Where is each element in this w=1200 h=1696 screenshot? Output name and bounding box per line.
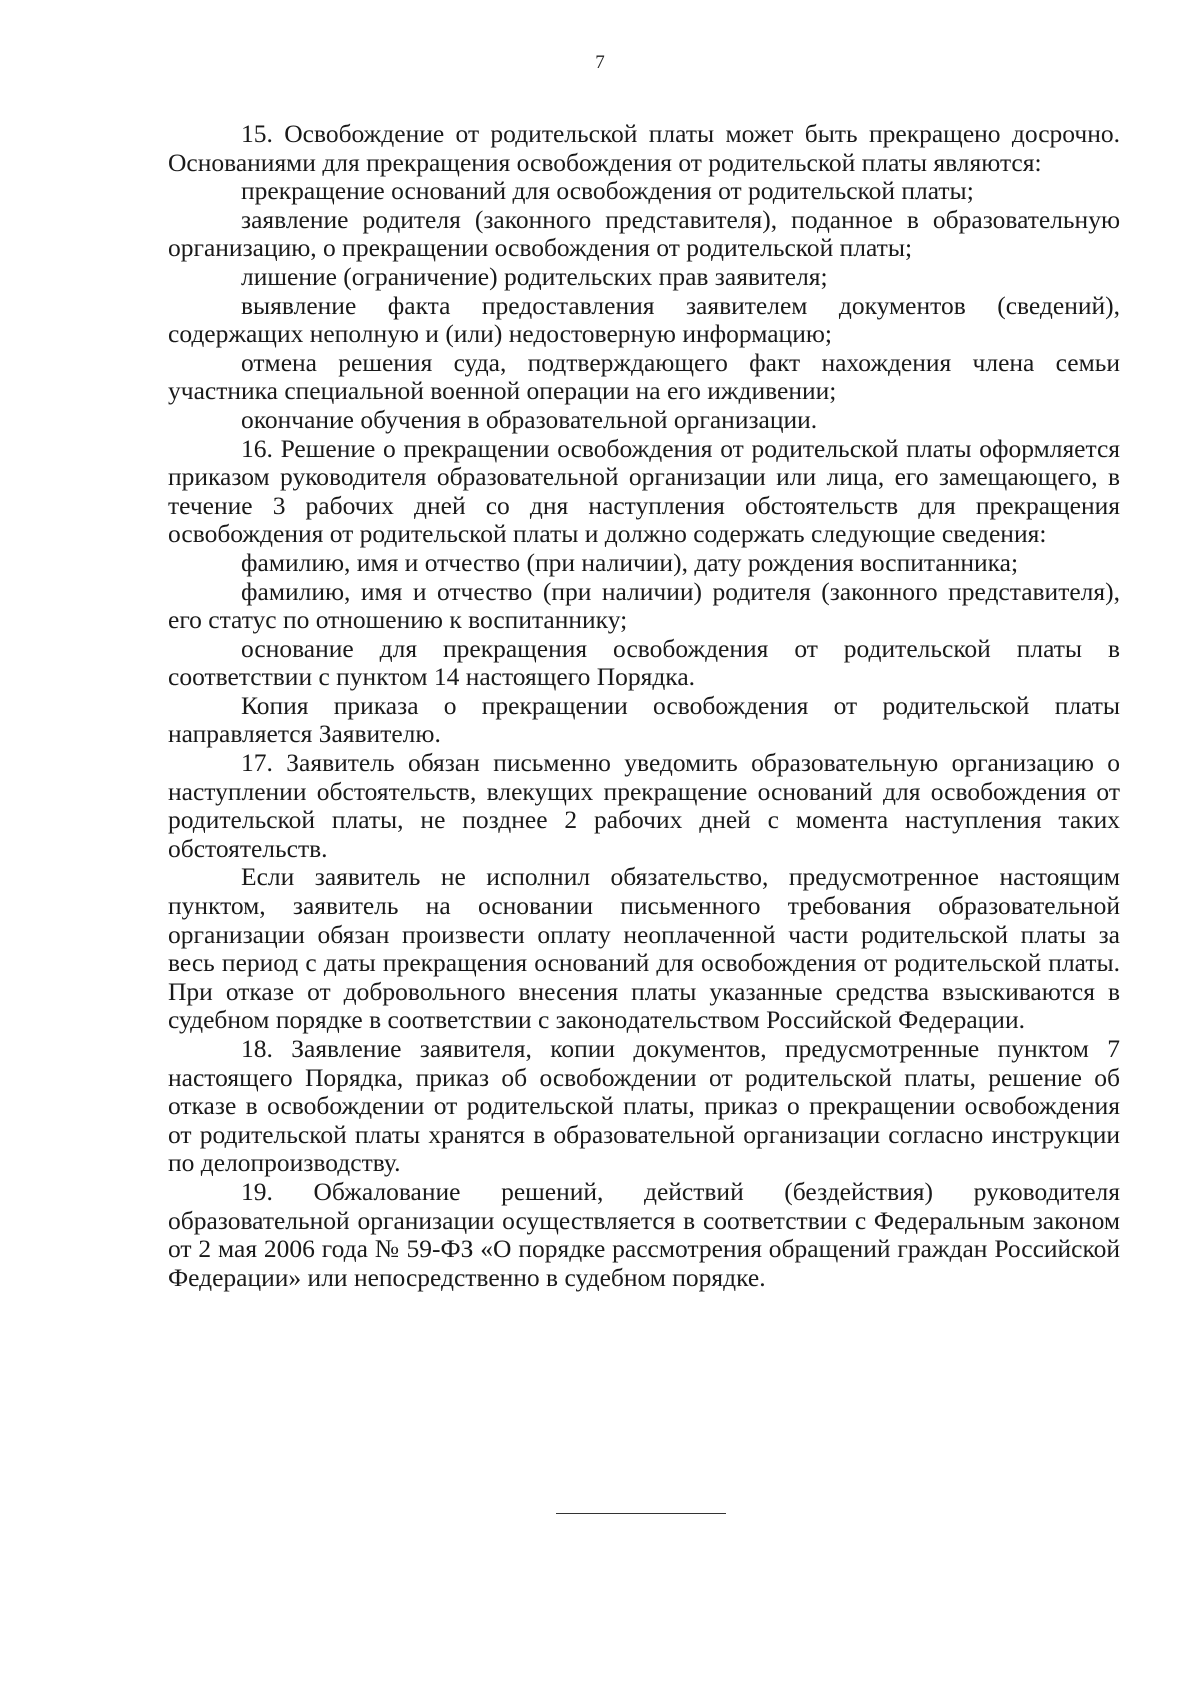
paragraph-19: 19. Обжалование решений, действий (бездействия) руководителя образовательной организации осуществляется в соответствии с Федеральным законом от 2 мая 2006 года № 59-ФЗ «О порядке рассмотрения обращений граждан Российской Федерации» или непосредственно в судебном порядке.: [168, 1176, 1120, 1292]
paragraph-17-non-fulfilment: Если заявитель не исполнил обязательство, предусмотренное настоящим пунктом, заявитель на основании письменного требования образовательной организации обязан произвести оплату неоплаченной части родительской платы за весь период с даты прекращения оснований для освобождения от родительской платы. При отказе от добровольного внесения платы указанные средства взыскиваются в судебном порядке в соответствии с законодательством Российской Федерации.: [168, 862, 1120, 1035]
paragraph-order-copy: Копия приказа о прекращении освобождения от родительской платы направляется Заявителю.: [168, 690, 1120, 749]
paragraph-17: 17. Заявитель обязан письменно уведомить образовательную организацию о наступлении обстоятельств, влекущих прекращение оснований для освобождения от родительской платы, не позднее 2 рабочих дней с момента наступления таких обстоятельств.: [168, 748, 1120, 863]
paragraph-16: 16. Решение о прекращении освобождения от родительской платы оформляется приказом руководителя образовательной организации или лица, его замещающего, в течение 3 рабочих дней со дня наступления обстоятельств для прекращения освобождения от родительской платы и должно содержать следующие сведения:: [168, 433, 1120, 549]
paragraph-18: 18. Заявление заявителя, копии документов, предусмотренные пунктом 7 настоящего Порядка, приказ об освобождении от родительской платы, решение об отказе в освобождении от родительской платы, приказ о прекращении освобождения от родительской платы хранятся в образовательной организации согласно инструкции по делопроизводству.: [168, 1034, 1120, 1178]
list-item-false-information: выявление факта предоставления заявителем документов (сведений), содержащих неполную и (или) недостоверную информацию;: [168, 290, 1120, 349]
paragraph-15: 15. Освобождение от родительской платы может быть прекращено досрочно. Основаниями для прекращения освобождения от родительской платы являются:: [168, 119, 1120, 177]
end-of-document-rule: [556, 1513, 726, 1514]
document-body: [168, 120, 1120, 1292]
list-item-court-decision-cancelled: отмена решения суда, подтверждающего факт нахождения члена семьи участника специальной военной операции на его иждивении;: [168, 347, 1120, 406]
list-item-parent-application: заявление родителя (законного представителя), поданное в образовательную организацию, о прекращении освобождения от родительской платы;: [168, 204, 1120, 263]
list-item-deprivation-of-rights: лишение (ограничение) родительских прав заявителя;: [241, 261, 828, 291]
list-item-child-name: фамилию, имя и отчество (при наличии), дату рождения воспитанника;: [241, 547, 1019, 577]
list-item-end-of-education: окончание обучения в образовательной организации.: [241, 404, 818, 434]
list-item-parent-name: фамилию, имя и отчество (при наличии) родителя (законного представителя), его статус по отношению к воспитаннику;: [168, 576, 1120, 635]
list-item-termination-basis: основание для прекращения освобождения от родительской платы в соответствии с пунктом 14 настоящего Порядка.: [168, 633, 1120, 692]
list-item-termination-of-grounds: прекращение оснований для освобождения от родительской платы;: [241, 176, 974, 206]
page-number: 7: [595, 52, 605, 73]
